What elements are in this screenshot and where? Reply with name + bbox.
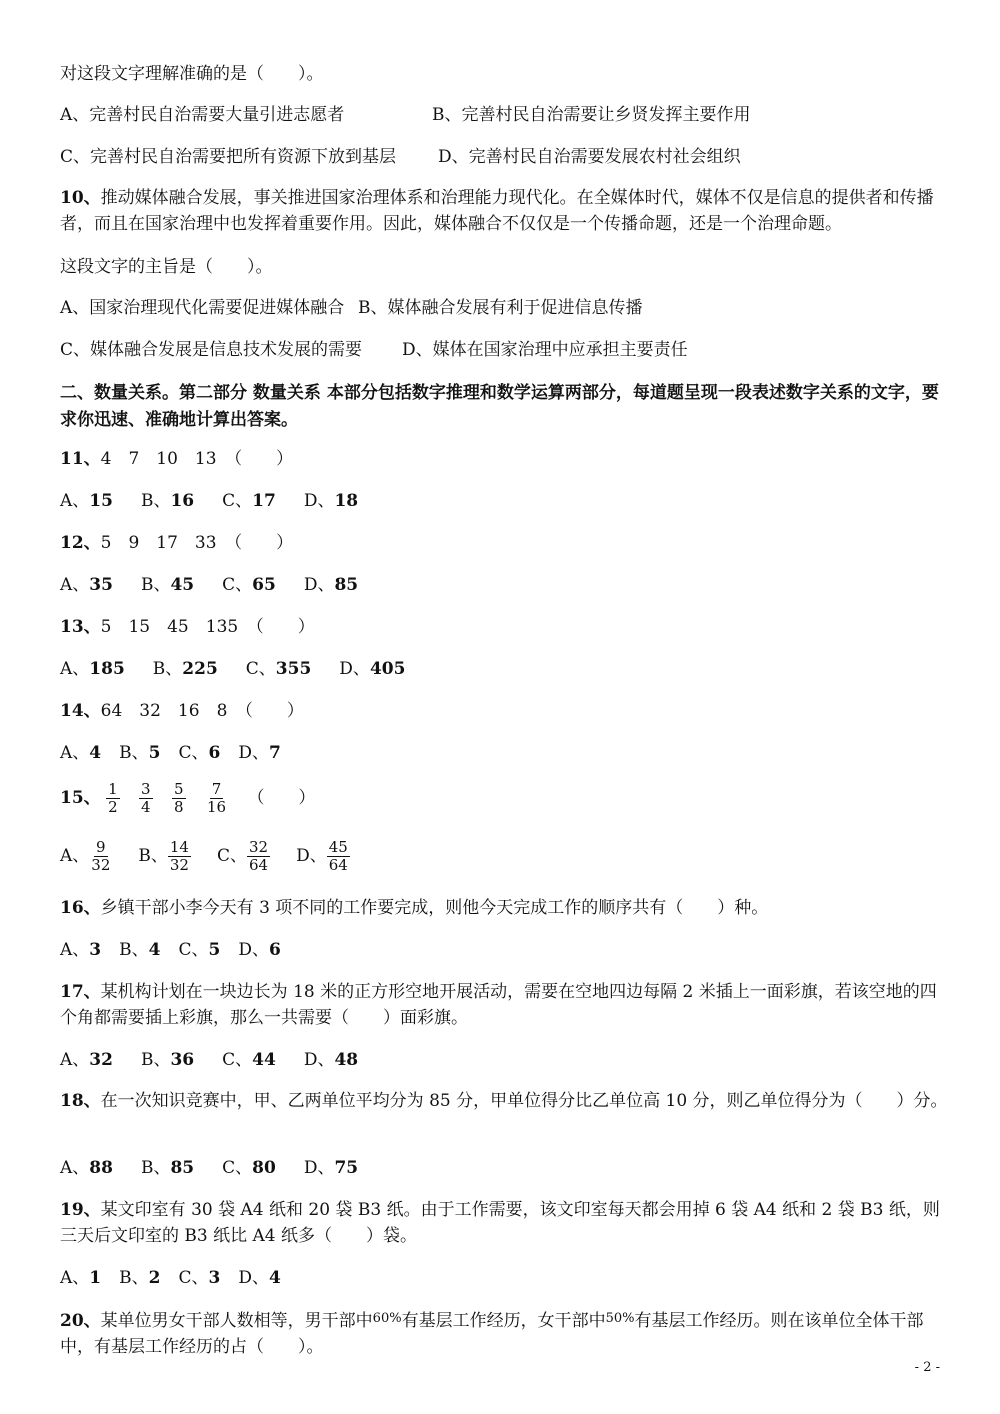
q10-option-a: A、国家治理现代化需要促进媒体融合 — [60, 298, 345, 318]
q15-fraction-3: $\frac{5}{8}$ — [173, 780, 184, 816]
q15-stem — [60, 778, 315, 818]
q13-option-d: D、405 — [339, 659, 406, 679]
q15-options — [60, 836, 364, 876]
q19-stem — [60, 1197, 950, 1249]
q10-stem — [60, 185, 950, 237]
q15-option-b: B、 $\frac{14}{32}$ — [138, 838, 189, 874]
q12-option-d: D、85 — [303, 575, 359, 595]
q17-stem — [60, 979, 950, 1031]
q14-option-a: A、4 — [60, 743, 102, 763]
q10-option-d: D、媒体在国家治理中应承担主要责任 — [402, 340, 688, 360]
page-number: - 2 - — [914, 1360, 940, 1375]
q13-option-c: C、355 — [245, 659, 312, 679]
q10-question: 这段文字的主旨是（ ）。 — [60, 257, 273, 277]
q14-option-b: B、5 — [119, 743, 161, 763]
q20-text-b: 有基层工作经历，女干部中 — [401, 1311, 606, 1331]
q12-option-a: A、35 — [60, 575, 113, 595]
q11-text: 4 7 10 13 （ ） — [100, 449, 294, 469]
q19-options — [60, 1266, 309, 1290]
q15-blank: （ ） — [247, 788, 316, 808]
q18-text: 在一次知识竞赛中，甲、乙两单位平均分为 85 分，甲单位得分比乙单位高 10 分，则乙单位得分为（ ）分。 — [100, 1091, 948, 1111]
q18-option-d: D、75 — [303, 1158, 359, 1178]
q12-option-c: C、65 — [222, 575, 276, 595]
q15-option-d: D、 $\frac{45}{64}$ — [296, 838, 348, 874]
q10-number: 10、 — [60, 188, 101, 208]
q20-percent-1: 60% — [372, 1311, 402, 1326]
q10-option-c: C、媒体融合发展是信息技术发展的需要 — [60, 340, 363, 360]
q12-number: 12、 — [60, 533, 101, 553]
q12-text: 5 9 17 33 （ ） — [100, 533, 294, 553]
q9-question: 对这段文字理解准确的是（ ）。 — [60, 64, 324, 84]
q17-option-d: D、48 — [303, 1050, 359, 1070]
q13-stem — [60, 615, 315, 639]
section-heading: 二、数量关系。第二部分 数量关系 本部分包括数字推理和数学运算两部分，每道题呈现一段表述数字关系的文字，要求你迅速、准确地计算出答案。 — [60, 383, 939, 430]
q19-option-c: C、3 — [178, 1268, 221, 1288]
q16-option-a: A、3 — [60, 940, 102, 960]
q12-stem — [60, 531, 293, 555]
q19-option-d: D、4 — [238, 1268, 281, 1288]
q20-text-a: 某单位男女干部人数相等，男干部中 — [100, 1311, 373, 1331]
q12-option-b: B、45 — [140, 575, 195, 595]
q20-number: 20、 — [60, 1311, 101, 1331]
q19-option-b: B、2 — [119, 1268, 161, 1288]
q18-option-b: B、85 — [140, 1158, 195, 1178]
q16-number: 16、 — [60, 898, 101, 918]
q15-fraction-2: $\frac{3}{4}$ — [141, 780, 151, 816]
q15-fraction-1: $\frac{1}{2}$ — [108, 780, 118, 816]
q19-text: 某文印室有 30 袋 A4 纸和 20 袋 B3 纸。由于工作需要，该文印室每天都会用掉 6 袋 A4 纸和 2 袋 B3 纸，则三天后文印室的 B3 纸比 A4 纸多（ ）袋。 — [60, 1200, 940, 1246]
q9-option-a: A、完善村民自治需要大量引进志愿者 — [60, 105, 345, 125]
q9-option-c: C、完善村民自治需要把所有资源下放到基层 — [60, 147, 397, 167]
q11-option-a: A、15 — [60, 491, 113, 511]
q12-options — [60, 573, 386, 597]
q20-text-c: 有基层工作经历。则在该单位全体干部中，有基层工作经历的占（ ）。 — [60, 1311, 924, 1357]
q9-option-b: B、完善村民自治需要让乡贤发挥主要作用 — [432, 105, 751, 125]
q15-fraction-4: $\frac{7}{16}$ — [206, 780, 227, 816]
q16-options — [60, 938, 309, 962]
q11-number: 11、 — [60, 449, 101, 469]
q9-option-d: D、完善村民自治需要发展农村社会组织 — [438, 147, 741, 167]
q18-option-c: C、80 — [222, 1158, 276, 1178]
q17-option-c: C、44 — [222, 1050, 276, 1070]
q18-stem — [60, 1089, 948, 1113]
q15-option-a: A、 $\frac{9}{32}$ — [60, 838, 111, 874]
q13-text: 5 15 45 135 （ ） — [100, 617, 315, 637]
q11-option-d: D、18 — [303, 491, 359, 511]
q14-option-c: C、6 — [178, 743, 221, 763]
q13-option-b: B、225 — [152, 659, 218, 679]
q14-number: 14、 — [60, 701, 101, 721]
q16-option-d: D、6 — [238, 940, 281, 960]
q13-options — [60, 657, 433, 681]
q10-text: 推动媒体融合发展，事关推进国家治理体系和治理能力现代化。在全媒体时代，媒体不仅是信息的提供者和传播者，而且在国家治理中也发挥着重要作用。因此，媒体融合不仅仅是一个传播命题，还是一个治理命题。 — [60, 188, 934, 234]
q19-option-a: A、1 — [60, 1268, 102, 1288]
q13-number: 13、 — [60, 617, 101, 637]
q15-number: 15、 — [60, 788, 101, 808]
q14-options — [60, 741, 309, 765]
q20-percent-2: 50% — [605, 1311, 635, 1326]
q19-number: 19、 — [60, 1200, 101, 1220]
q16-option-b: B、4 — [119, 940, 161, 960]
q20-stem — [60, 1306, 950, 1360]
q16-stem — [60, 896, 768, 920]
q17-option-a: A、32 — [60, 1050, 113, 1070]
q15-option-c: C、 $\frac{32}{64}$ — [216, 838, 269, 874]
q13-option-a: A、185 — [60, 659, 125, 679]
q11-option-b: B、16 — [140, 491, 195, 511]
q17-option-b: B、36 — [140, 1050, 195, 1070]
q14-option-d: D、7 — [238, 743, 281, 763]
q17-number: 17、 — [60, 982, 101, 1002]
q10-option-b: B、媒体融合发展有利于促进信息传播 — [358, 298, 643, 318]
q11-option-c: C、17 — [222, 491, 276, 511]
q14-stem — [60, 699, 304, 723]
q18-number: 18、 — [60, 1091, 101, 1111]
q18-option-a: A、88 — [60, 1158, 113, 1178]
q11-options — [60, 489, 386, 513]
q11-stem — [60, 447, 293, 471]
q16-text: 乡镇干部小李今天有 3 项不同的工作要完成，则他今天完成工作的顺序共有（ ）种。 — [100, 898, 769, 918]
q17-options — [60, 1048, 386, 1072]
q18-options — [60, 1156, 386, 1180]
q17-text: 某机构计划在一块边长为 18 米的正方形空地开展活动，需要在空地四边每隔 2 米插上一面彩旗，若该空地的四个角都需要插上彩旗，那么一共需要（ ）面彩旗。 — [60, 982, 937, 1028]
q16-option-c: C、5 — [178, 940, 221, 960]
q14-text: 64 32 16 8 （ ） — [100, 701, 304, 721]
